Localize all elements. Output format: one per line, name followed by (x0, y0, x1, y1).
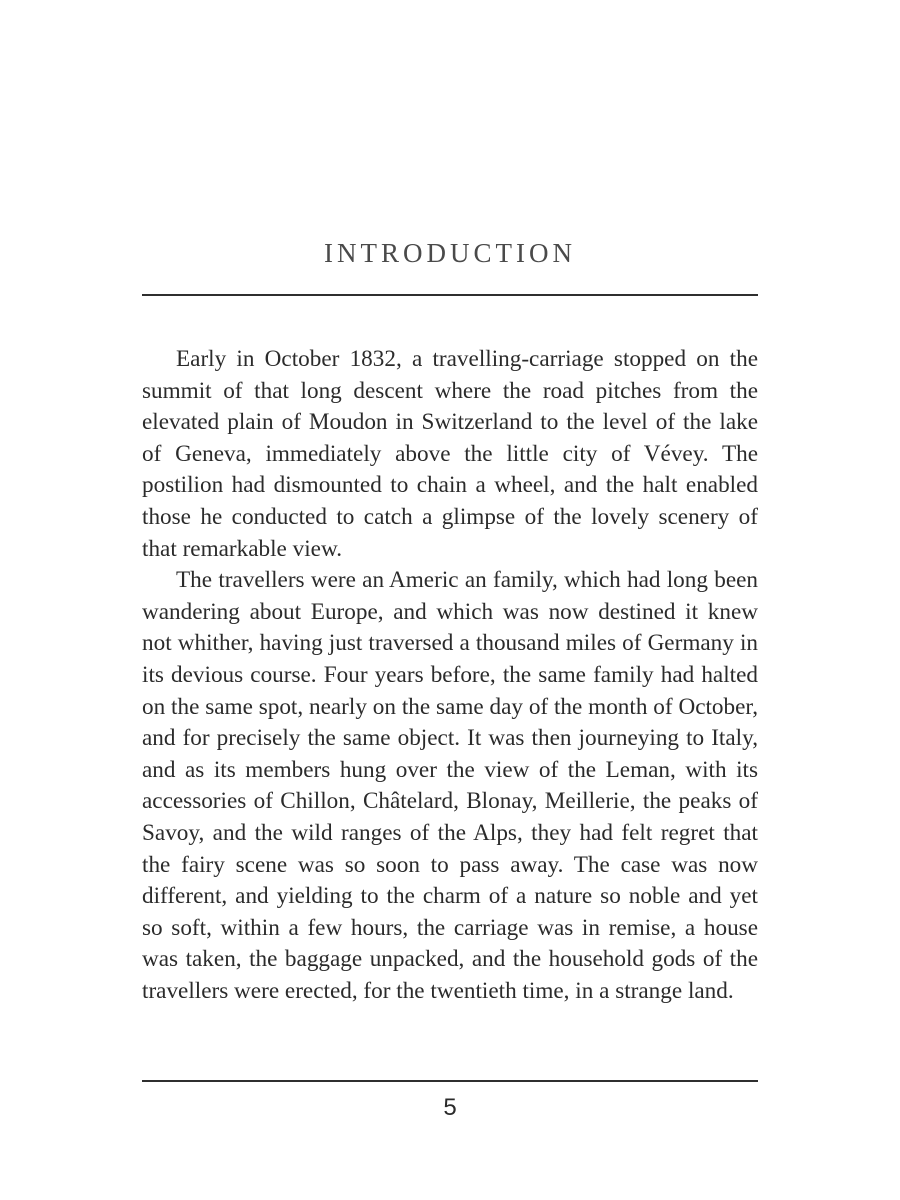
paragraph: The travellers were an Americ an family, which had long been wandering about Europe, and which was now destined it knew not whither, having just traversed a thousand miles of Germany in its devious course. Four years before, the same family had halted on the same spot, nearly on the same day of the month of October, and for precisely the same object. It was then journeying to Italy, and as its members hung over the view of the Leman, with its accessories of Chillon, Châtelard, Blonay, Meillerie, the peaks of Savoy, and the wild ranges of the Alps, they had felt regret that the fairy scene was so soon to pass away. The case was now different, and yielding to the charm of a nature so noble and yet so soft, within a few hours, the carriage was in remise, a house was taken, the baggage unpacked, and the household gods of the travellers were erected, for the twentieth time, in a strange land. (142, 567, 758, 1004)
paragraph: Early in October 1832, a travelling-carriage stopped on the summit of that long descent where the road pitches from the elevated plain of Moudon in Switzerland to the level of the lake of Geneva, immediately above the little city of Vévey. The postilion had dismounted to chain a wheel, and the halt enabled those he conducted to catch a glimpse of the lovely scenery of that remarkable view. (142, 346, 758, 562)
page-number: 5 (443, 1094, 457, 1121)
footer-rule (142, 1080, 758, 1082)
body-text (142, 344, 758, 1007)
chapter-title: INTRODUCTION (324, 238, 576, 268)
header-rule (142, 294, 758, 296)
